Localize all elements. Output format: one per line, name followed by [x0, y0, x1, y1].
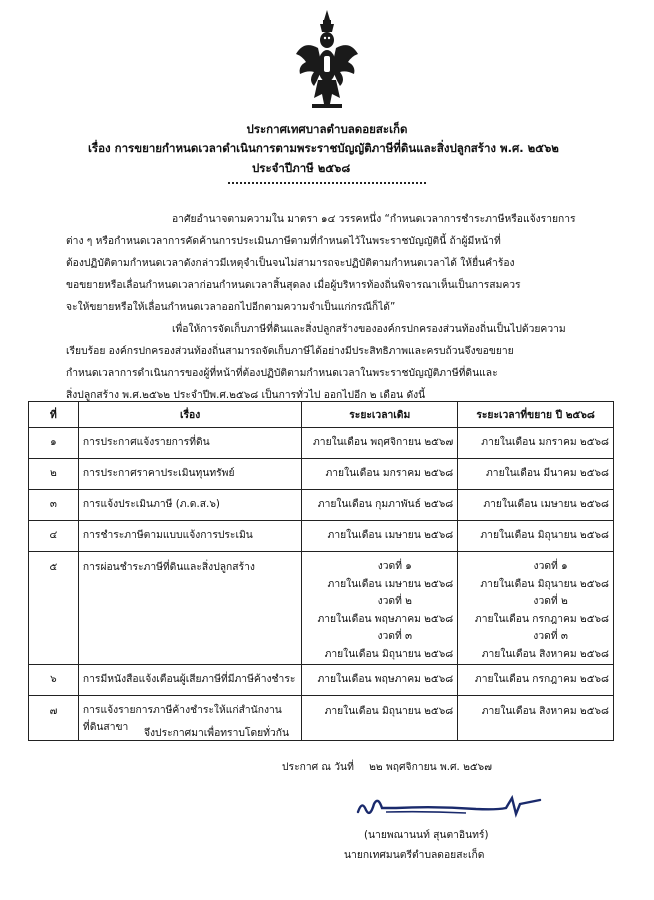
row-number: ๕: [29, 552, 79, 665]
table-row-installments: [29, 552, 614, 665]
garuda-emblem-icon: [294, 10, 360, 114]
tax-year-line: ประจำปีภาษี ๒๕๖๘: [252, 161, 351, 175]
announcement-title: ประกาศเทศบาลตำบลดอยสะเก็ด: [246, 122, 408, 136]
row-number: ๒: [29, 459, 79, 490]
row-item: การผ่อนชำระภาษีที่ดินและสิ่งปลูกสร้าง: [78, 552, 301, 665]
announced-date: ๒๒ พฤศจิกายน พ.ศ. ๒๕๖๗: [369, 761, 492, 773]
table-header-row: [29, 402, 614, 428]
installment-date: ภายในเดือน สิงหาคม ๒๕๖๘: [481, 647, 609, 660]
row-original-period: ภายในเดือน พฤษภาคม ๒๕๖๘: [302, 665, 458, 696]
row-original-period: ภายในเดือน กุมภาพันธ์ ๒๕๖๘: [302, 490, 458, 521]
row-number: ๗: [29, 696, 79, 741]
table-row: [29, 521, 614, 552]
installment-date: ภายในเดือน พฤษภาคม ๒๕๖๘: [317, 612, 454, 625]
paragraph-2-line-1: เพื่อให้การจัดเก็บภาษีที่ดินและสิ่งปลูกสร้างขององค์กรปกครองส่วนท้องถิ่นเป็นไปด้วยความ: [172, 323, 566, 335]
schedule-table: [28, 401, 614, 741]
row-item: การแจ้งประเมินภาษี (ภ.ด.ส.๖): [78, 490, 301, 521]
row-extended-period: ภายในเดือน มีนาคม ๒๕๖๘: [458, 459, 614, 490]
row-number: ๓: [29, 490, 79, 521]
row-item: การประกาศแจ้งรายการที่ดิน: [78, 428, 301, 459]
paragraph-2-line-3: กำหนดเวลาการดำเนินการของผู้ที่หน้าที่ต้องปฏิบัติตามกำหนดเวลาในพระราชบัญญัติภาษีที่ดินและ: [66, 367, 498, 379]
paragraph-1-line-5: จะให้ขยายหรือให้เลื่อนกำหนดเวลาออกไปอีกตามความจำเป็นแก่กรณีก็ได้”: [66, 301, 396, 313]
row-original-period: ภายในเดือน มกราคม ๒๕๖๘: [302, 459, 458, 490]
paragraph-1-line-3: ต้องปฏิบัติตามกำหนดเวลาดังกล่าวมีเหตุจำเป็นจนไม่สามารถจะปฏิบัติตามกำหนดเวลาได้ ให้ยื่นคำร้อง: [66, 257, 515, 269]
row-extended-period: ภายในเดือน มกราคม ๒๕๖๘: [458, 428, 614, 459]
table-row: [29, 490, 614, 521]
signer-title: นายกเทศมนตรีตำบลดอยสะเก็ด: [344, 849, 485, 861]
paragraph-1-line-2: ต่าง ๆ หรือกำหนดเวลาการคัดค้านการประเมินภาษีตามที่กำหนดไว้ในพระราชบัญญัตินี้ ถ้าผู้มีหน้าที่: [66, 235, 501, 247]
paragraph-1-line-1: อาศัยอำนาจตามความใน มาตรา ๑๔ วรรคหนึ่ง “กำหนดเวลาการชำระภาษีหรือแจ้งรายการ: [172, 213, 576, 225]
table-row: [29, 459, 614, 490]
installment-date: ภายในเดือน กรกฎาคม ๒๕๖๘: [474, 612, 609, 625]
row-extended-installments: [458, 552, 614, 665]
table-row: [29, 665, 614, 696]
installment-label: งวดที่ ๓: [377, 630, 413, 642]
announcement-subject: เรื่อง การขยายกำหนดเวลาดำเนินการตามพระราชบัญญัติภาษีที่ดินและสิ่งปลูกสร้าง พ.ศ. ๒๕๖๒: [88, 141, 559, 155]
row-original-period: ภายในเดือน พฤศจิกายน ๒๕๖๗: [302, 428, 458, 459]
installment-date: ภายในเดือน เมษายน ๒๕๖๘: [327, 577, 454, 590]
table-row: [29, 696, 614, 741]
row-extended-period: ภายในเดือน เมษายน ๒๕๖๘: [458, 490, 614, 521]
dotted-divider: [228, 182, 426, 184]
table-row: [29, 428, 614, 459]
row-original-period: ภายในเดือน เมษายน ๒๕๖๘: [302, 521, 458, 552]
installment-label: งวดที่ ๒: [533, 595, 568, 607]
row-original-installments: [302, 552, 458, 665]
installment-date: ภายในเดือน มิถุนายน ๒๕๖๘: [324, 647, 454, 660]
row-item: การประกาศราคาประเมินทุนทรัพย์: [78, 459, 301, 490]
row-item-line-2: ที่ดินสาขา: [82, 721, 129, 733]
handwritten-signature: [356, 790, 542, 824]
announced-label: ประกาศ ณ วันที่: [282, 761, 354, 773]
paragraph-2-line-4: สิ่งปลูกสร้าง พ.ศ.๒๕๖๒ ประจำปีพ.ศ.๒๕๖๘ เป็นการทั่วไป ออกไปอีก ๒ เดือน ดังนี้: [66, 389, 426, 401]
installment-label: งวดที่ ๓: [533, 630, 568, 642]
row-item: การมีหนังสือแจ้งเตือนผู้เสียภาษีที่มีภาษีค้างชำระ: [78, 665, 301, 696]
installment-label: งวดที่ ๑: [377, 560, 412, 572]
row-number: ๖: [29, 665, 79, 696]
row-item: การชำระภาษีตามแบบแจ้งการประเมิน: [78, 521, 301, 552]
row-original-period: ภายในเดือน มิถุนายน ๒๕๖๘: [302, 696, 458, 741]
header-original-period: ระยะเวลาเดิม: [302, 402, 458, 428]
paragraph-1-line-4: ขอขยายหรือเลื่อนกำหนดเวลาก่อนกำหนดเวลาสิ้นสุดลง เมื่อผู้บริหารท้องถิ่นพิจารณาเห็นเป็นการสมควร: [66, 279, 521, 291]
row-extended-period: ภายในเดือน มิถุนายน ๒๕๖๘: [458, 521, 614, 552]
paragraph-2-line-2: เรียบร้อย องค์กรปกครองส่วนท้องถิ่นสามารถจัดเก็บภาษีได้อย่างมีประสิทธิภาพและครบถ้วนจึงขอขยาย: [66, 345, 514, 357]
row-item-line-1: การแจ้งรายการภาษีค้างชำระให้แก่สำนักงาน: [82, 704, 282, 716]
header-item: เรื่อง: [78, 402, 301, 428]
installment-label: งวดที่ ๒: [377, 595, 412, 607]
row-number: ๔: [29, 521, 79, 552]
announced-date-line: [282, 758, 492, 775]
signer-name: (นายพณานนท์ สุนตาอินทร์): [364, 829, 489, 841]
header-no: ที่: [29, 402, 79, 428]
installment-label: งวดที่ ๑: [533, 560, 568, 572]
row-number: ๑: [29, 428, 79, 459]
closing-statement: จึงประกาศมาเพื่อทราบโดยทั่วกัน: [144, 727, 290, 739]
row-extended-period: ภายในเดือน กรกฎาคม ๒๕๖๘: [458, 665, 614, 696]
row-extended-period: ภายในเดือน สิงหาคม ๒๕๖๘: [458, 696, 614, 741]
header-extended-period: ระยะเวลาที่ขยาย ปี ๒๕๖๘: [458, 402, 614, 428]
installment-date: ภายในเดือน มิถุนายน ๒๕๖๘: [480, 577, 609, 590]
